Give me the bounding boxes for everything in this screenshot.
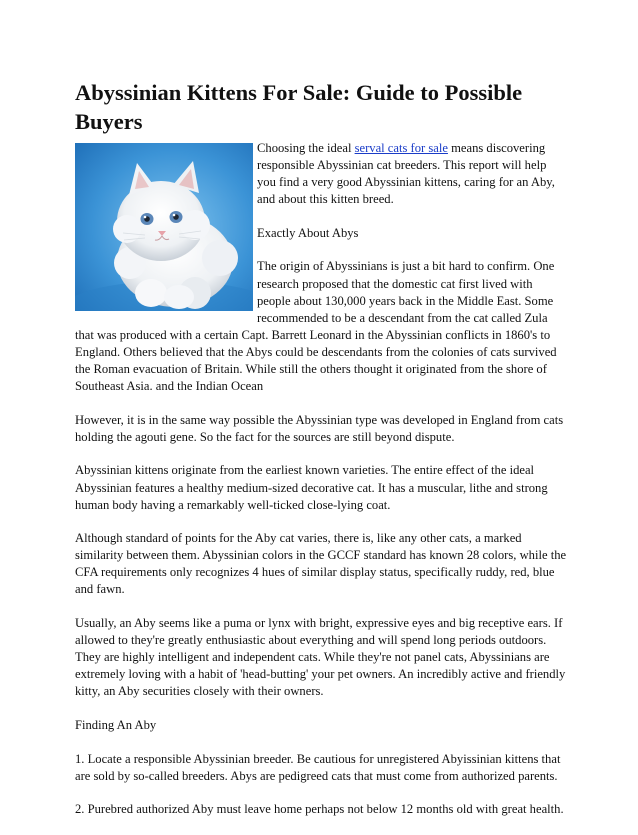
origin-paragraph: The origin of Abyssinians is just a bit hard to confirm. One research proposed that the domestic cat first lived with people about 130,000 years back in the Middle East. Some recommended to be a descendant from the cat called Zula that was produced with a certain Capt. Barrett Leonard in the Abyssinian conflicts in 1860's to England. Others believed that the Abys could be descendants from the colonies of cats survived the Roman evacuation of Britain. While still the others thought it originated from the shore of Southeast Asia. and the Indian Ocean xyxy=(75,259,557,394)
paragraph-varieties: Abyssinian kittens originate from the earliest known varieties. The entire effect of the ideal Abyssinian features a healthy medium-sized decorative cat. It has a muscular, lithe and strong human body having a remarkably well-ticked close-lying coat. xyxy=(75,463,548,512)
white-kitten-photo xyxy=(75,143,253,311)
kitten-illustration xyxy=(75,143,253,311)
intro-text-start: Choosing the ideal xyxy=(257,141,355,155)
list-item-1: 1. Locate a responsible Abyssinian breeder. Be cautious for unregistered Abyissinian kittens that are sold by so-called breeders. Abys are pedigreed cats that must come from authorized parents. xyxy=(75,751,561,783)
list-item-2: 2. Purebred authorized Aby must leave home perhaps not below 12 months old with great health. xyxy=(75,802,564,817)
serval-cats-link[interactable]: serval cats for sale xyxy=(354,141,448,155)
subheading-exactly-about-abys: Exactly About Abys xyxy=(257,225,359,240)
document-page xyxy=(75,78,567,835)
article-title: Abyssinian Kittens For Sale: Guide to Possible Buyers xyxy=(75,80,523,134)
paragraph-agouti: However, it is in the same way possible the Abyssinian type was developed in England from cats holding the agouti gene. So the fact for the sources are still beyond dispute. xyxy=(75,412,564,444)
article-body xyxy=(75,140,567,818)
paragraph-temperament: Usually, an Aby seems like a puma or lynx with bright, expressive eyes and big receptive ears. If allowed to they're greatly enthusiastic about everything and will spend long periods outdoors. They are highly intelligent and independent cats. While they're not panel cats, Abyssinians are extremely loving with a habit of 'head-butting' your pet owners. An incredibly active and friendly kitty, an Aby securities closely with their owners. xyxy=(75,616,566,699)
paragraph-standards: Although standard of points for the Aby cat varies, there is, like any other cats, a marked similarity between them. Abyssinian colors in the GCCF standard has known 28 colors, while the CFA requirements only recognizes 4 hues of similar display status, specifically ruddy, red, blue and fawn. xyxy=(75,531,567,597)
intro-text-end: means discovering responsible Abyssinian cat breeders. This report will help you find a very good Abyssinian kittens, caring for an Aby, and about this kitten breed. xyxy=(257,141,555,207)
subheading-finding-an-aby: Finding An Aby xyxy=(75,718,157,733)
